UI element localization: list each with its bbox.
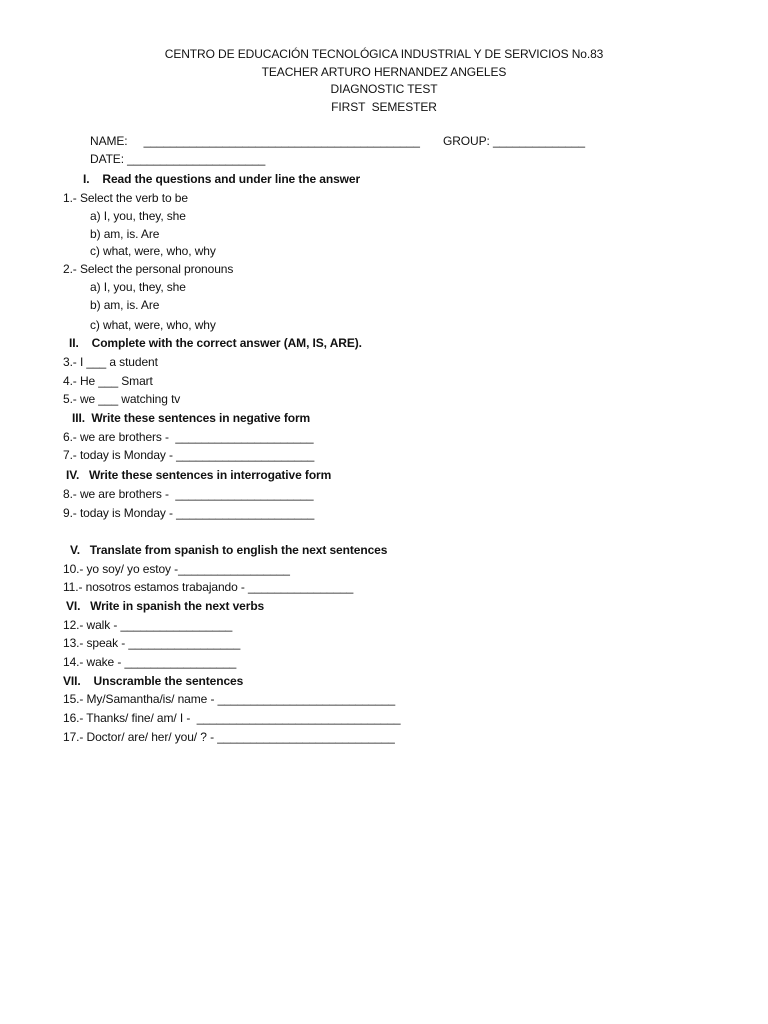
section-6-heading: VI. Write in spanish the next verbs <box>66 599 265 613</box>
section-7-heading: VII. Unscramble the sentences <box>63 674 244 688</box>
question-2-option-b: b) am, is. Are <box>90 298 160 312</box>
question-1: 1.- Select the verb to be <box>63 191 188 205</box>
group-field: GROUP: ______________ <box>443 134 586 148</box>
question-5: 5.- we ___ watching tv <box>63 392 181 406</box>
question-1-option-c: c) what, were, who, why <box>90 244 216 258</box>
date-field: DATE: _____________________ <box>90 152 266 166</box>
question-2-option-c: c) what, were, who, why <box>90 318 216 332</box>
semester-label: FIRST SEMESTER <box>331 100 437 114</box>
test-title: DIAGNOSTIC TEST <box>330 82 438 96</box>
section-4-heading: IV. Write these sentences in interrogative form <box>66 468 332 482</box>
question-8: 8.- we are brothers - _____________________ <box>63 487 314 501</box>
question-17: 17.- Doctor/ are/ her/ you/ ? - ___________________________ <box>63 730 395 744</box>
question-3: 3.- I ___ a student <box>63 355 158 369</box>
question-16: 16.- Thanks/ fine/ am/ I - _______________________________ <box>63 711 401 725</box>
question-1-option-a: a) I, you, they, she <box>90 209 186 223</box>
section-5-heading: V. Translate from spanish to english the next sentences <box>70 543 388 557</box>
question-9: 9.- today is Monday - _____________________ <box>63 506 315 520</box>
school-name: CENTRO DE EDUCACIÓN TECNOLÓGICA INDUSTRIAL Y DE SERVICIOS No.83 <box>164 47 604 61</box>
section-2-heading: II. Complete with the correct answer (AM, IS, ARE). <box>69 336 362 350</box>
teacher-name: TEACHER ARTURO HERNANDEZ ANGELES <box>261 65 507 79</box>
question-11: 11.- nosotros estamos trabajando - ________________ <box>63 580 354 594</box>
question-6: 6.- we are brothers - _____________________ <box>63 430 314 444</box>
name-field: NAME: __________________________________________ <box>90 134 420 148</box>
question-2: 2.- Select the personal pronouns <box>63 262 234 276</box>
question-13: 13.- speak - _________________ <box>63 636 241 650</box>
question-12: 12.- walk - _________________ <box>63 618 233 632</box>
question-2-option-a: a) I, you, they, she <box>90 280 186 294</box>
question-14: 14.- wake - _________________ <box>63 655 237 669</box>
question-15: 15.- My/Samantha/is/ name - ___________________________ <box>63 692 396 706</box>
question-4: 4.- He ___ Smart <box>63 374 153 388</box>
question-10: 10.- yo soy/ yo estoy -_________________ <box>63 562 290 576</box>
section-1-heading: I. Read the questions and under line the answer <box>83 172 361 186</box>
question-1-option-b: b) am, is. Are <box>90 227 160 241</box>
question-7: 7.- today is Monday - _____________________ <box>63 448 315 462</box>
section-3-heading: III. Write these sentences in negative form <box>72 411 311 425</box>
